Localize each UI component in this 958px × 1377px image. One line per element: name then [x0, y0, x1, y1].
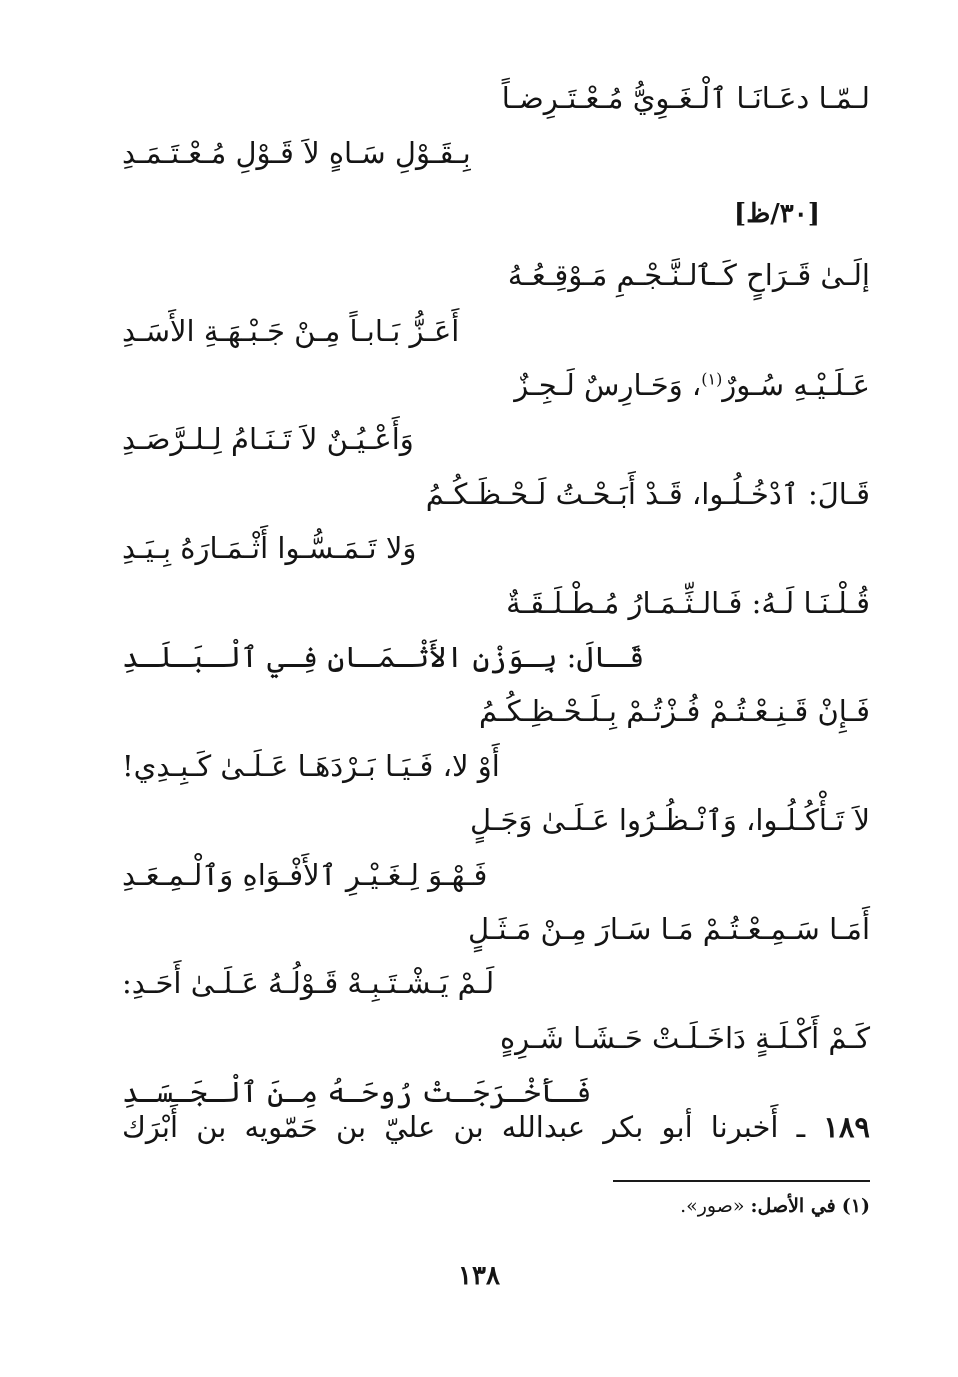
- verse-line-13: لاَ تَـأْكُـلُـوا، وَٱنْـظُـرُوا عَـلَـىٰ وَجَـلٍ: [470, 803, 870, 837]
- page-number: ١٣٨: [458, 1261, 500, 1291]
- verse-line-17: كَـمْ أَكْـلَـةٍ دَاخَـلَـتْ حَـشَـا شَـرِهٍ: [499, 1021, 870, 1055]
- verse-line-18: فَـأَخْـرَجَـتْ رُوحَـهُ مِـنَ ٱلْـجَـسَـدِ: [122, 1075, 592, 1109]
- footnote-number: (١): [841, 1195, 870, 1217]
- narration-line: [122, 1107, 870, 1147]
- verse-line-1: لـمّـا دعَـانَـا ٱلْـغَـوِيُّ مُـعْـتَـرِضـاً: [501, 81, 870, 115]
- footnote-divider: [613, 1180, 870, 1182]
- verse-line-8: وَلا تَـمَـسُّـوا أَثْـمَـارَهُ بِـيَـدِ: [122, 531, 417, 565]
- verse-line-11: فَـإِنْ قَـنِـعْـتُـمْ فُـزْتُـمْ بِـلَـحْـظِـكُـمُ: [479, 694, 870, 728]
- verse-line-5: [514, 365, 870, 405]
- verse-line-15: أَمَـا سَـمِـعْـتُـمْ مَـا سَـارَ مِـنْ مَـثَـلٍ: [468, 912, 870, 946]
- verse-line-5-part-b: ، وَحَـارِسٌ لَـجِـزٌ: [514, 368, 702, 402]
- narration-number: ١٨٩: [823, 1110, 871, 1144]
- verse-line-9: قُـلْـنَـا لَـهُ: فَـالـثِّـمَـارُ مُـطْـلَـقَـةٌ: [506, 586, 870, 620]
- verse-line-3: إلَـىٰ قَـرَاحٍ كَـٱلـنَّـجْـمِ مَـوْقِـعُـهُ: [507, 258, 870, 292]
- verse-line-14: فَـهْـوَ لِـغَـيْـرِ ٱلأَفْـوَاهِ وَٱلْـمِـعَـدِ: [122, 858, 488, 892]
- verse-line-4: أَعَـزُّ بَـابـاً مِـنْ جَـبْـهَـةِ الأَسَـدِ: [122, 314, 460, 348]
- footnote-text: «صور».: [680, 1195, 745, 1217]
- footnote: [680, 1192, 870, 1220]
- folio-marker: [٣٠/ظ]: [733, 199, 820, 229]
- narration-text: ـ أَخبرنا أبو بكر عبدالله بن عليّ بن حَمّويه بن أَبْرَك: [122, 1110, 806, 1144]
- footnote-label: في الأصل:: [750, 1195, 836, 1217]
- verse-line-5-part-a: عَـلَـيْـهِ سُـورٌ: [722, 368, 870, 402]
- verse-line-12: أَوْ لا، فَـيَـا بَـرْدَهَـا عَـلَـىٰ كَـبِـدِي!: [122, 749, 500, 783]
- verse-line-2: بِـقَـوْلِ سَـاهٍ لاَ قَـوْلِ مُـعْـتَـمَـدِ: [122, 136, 471, 170]
- verse-line-6: وَأَعْـيُـنٌ لاَ تَـنَـامُ لِـلـرَّصَـدِ: [122, 422, 414, 456]
- verse-line-10: قَـالَ: بِـوَزْنِ الأَثْـمَـانِ فِـي ٱلْـبَـلَـدِ: [122, 640, 645, 674]
- verse-line-16: لَـمْ يَـشْـتَـبِـهْ قَـوْلُـهُ عَـلَـىٰ أَحَـدِ:: [122, 966, 495, 1000]
- footnote-reference: (١): [701, 369, 723, 389]
- verse-line-7: قَـالَ: ٱدْخُـلُـوا، قَـدْ أَبَـحْـتُ لَـحْـظَـكُـمُ: [425, 477, 870, 511]
